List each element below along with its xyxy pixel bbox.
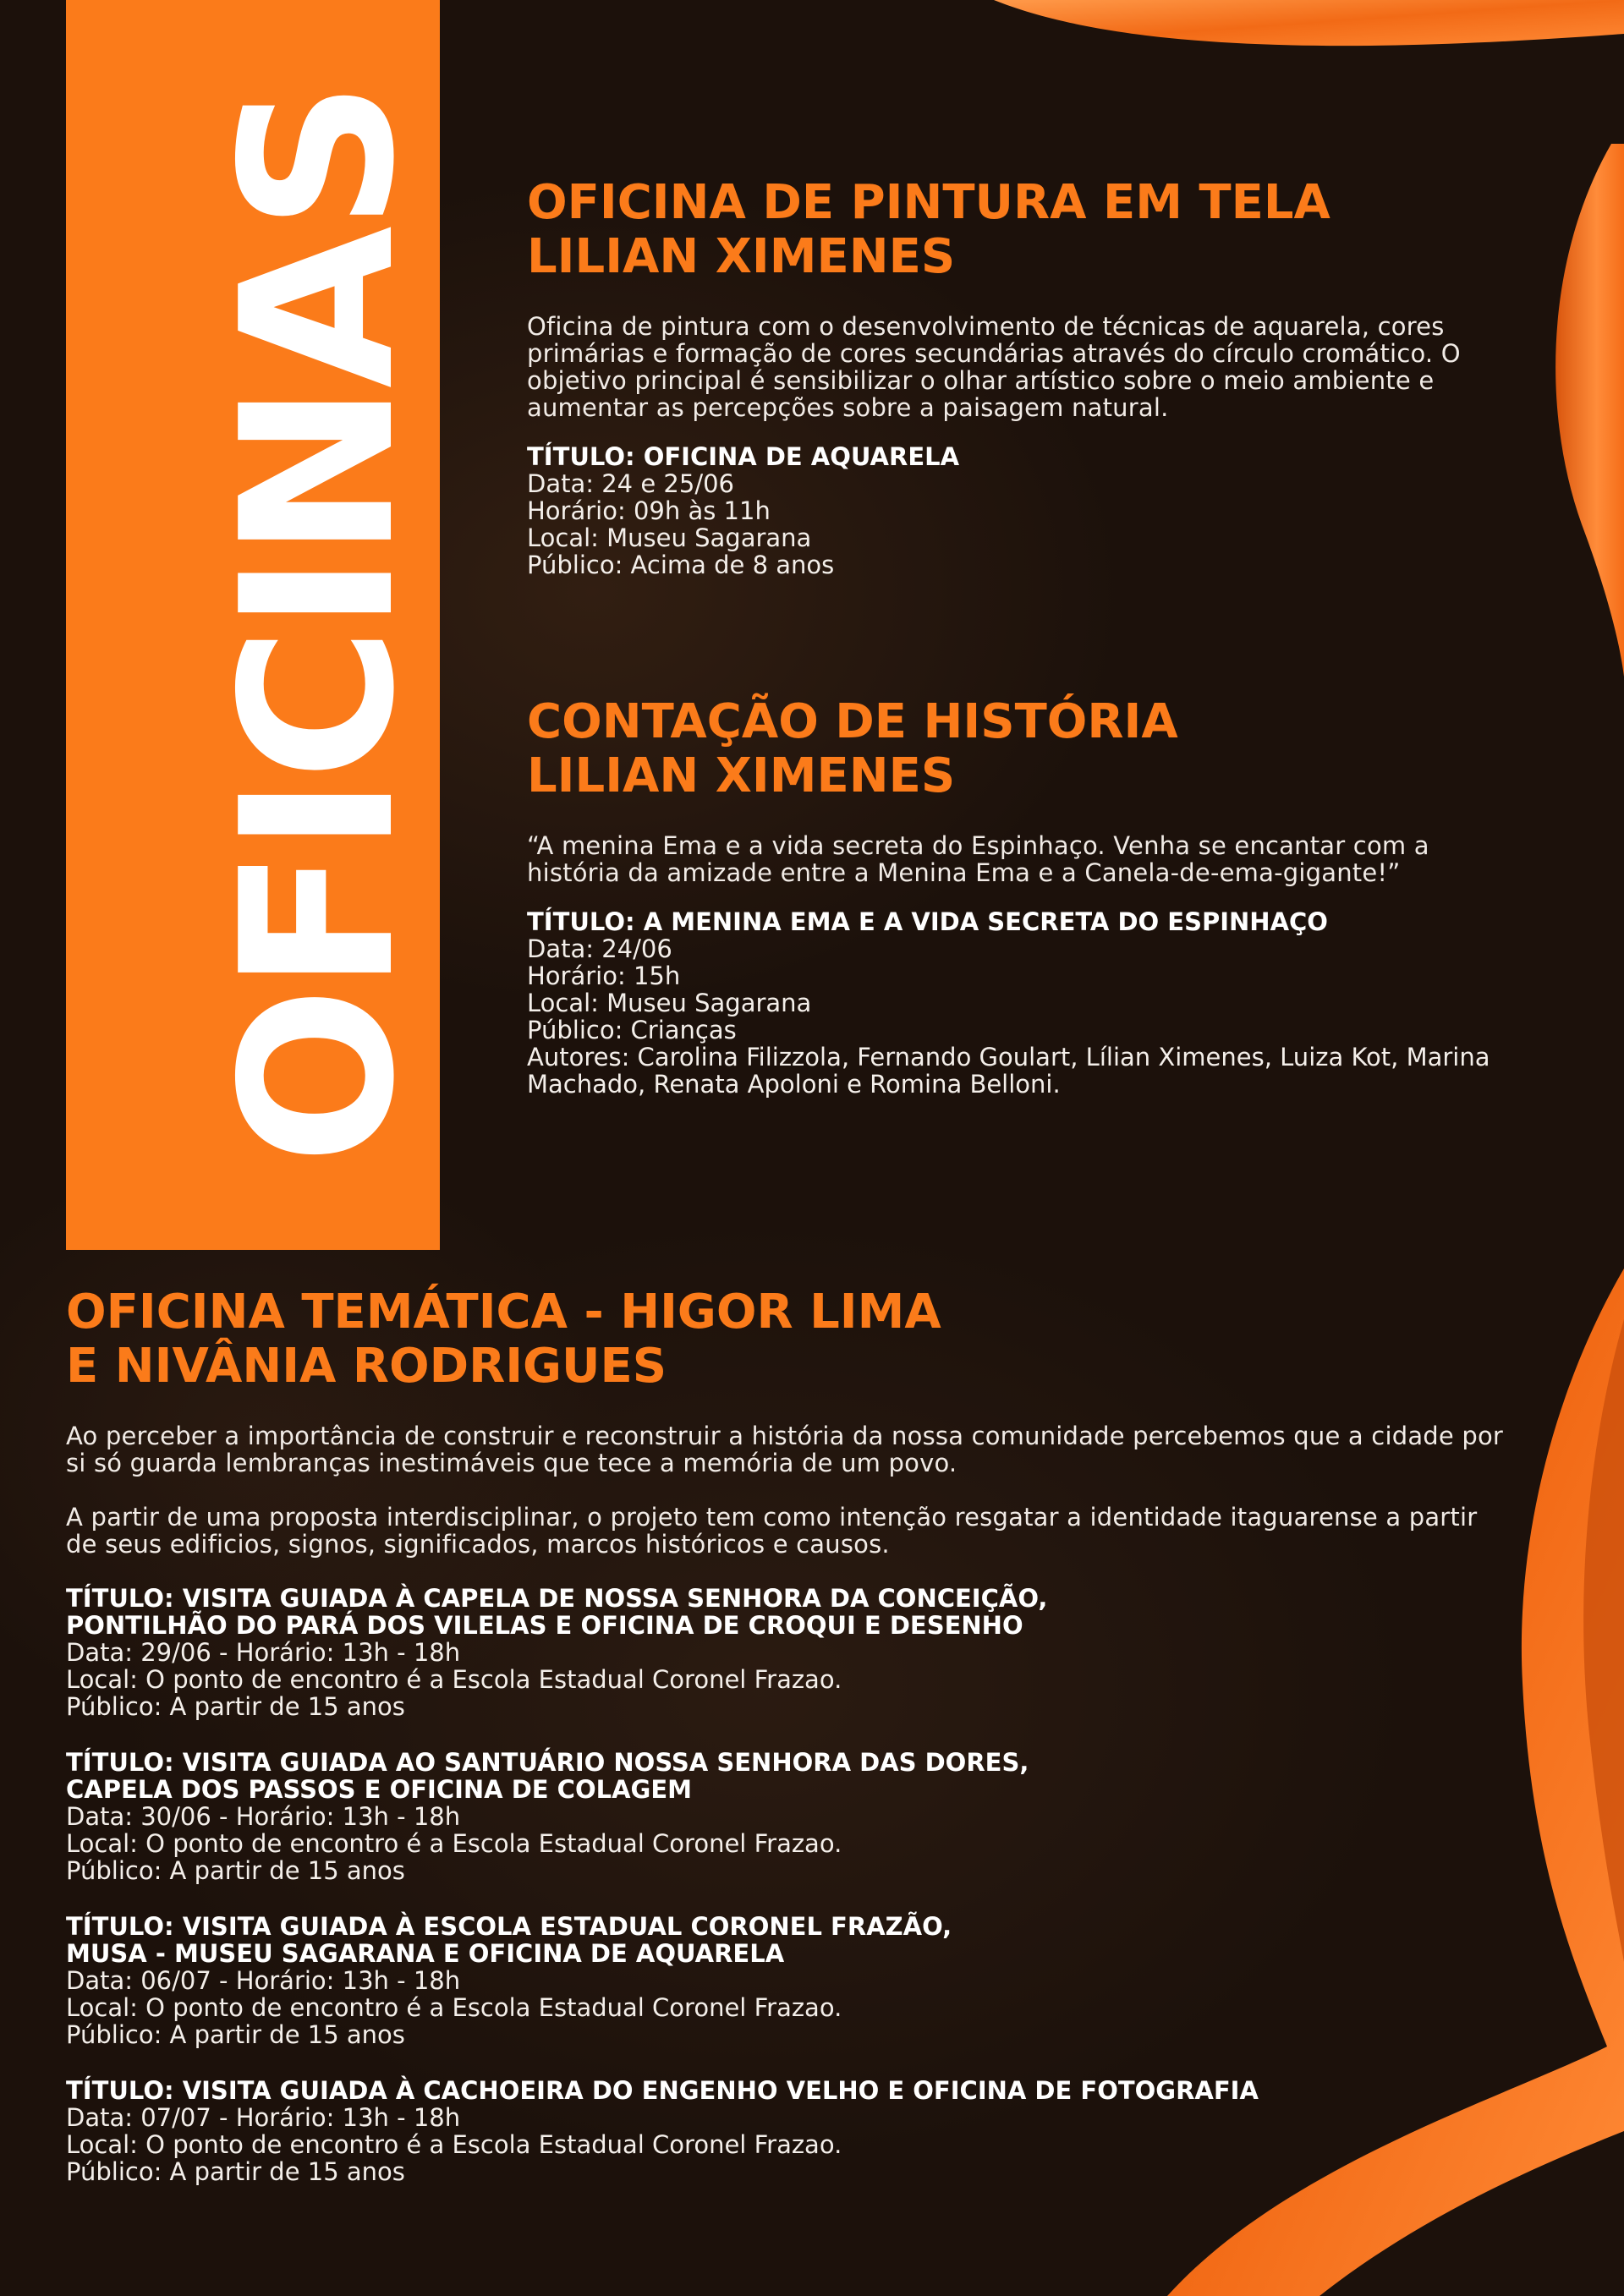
workshop-date: Data: 24 e 25/06 bbox=[527, 469, 734, 498]
visit-audience: Público: A partir de 15 anos bbox=[66, 2020, 405, 2049]
visit-title: TÍTULO: VISITA GUIADA AO SANTUÁRIO NOSSA SENHORA DAS DORES, bbox=[66, 1748, 1029, 1777]
workshop-title: TÍTULO: A MENINA EMA E A VIDA SECRETA DO ESPINHAÇO bbox=[527, 907, 1328, 936]
ribbon-top bbox=[994, 0, 1624, 46]
visit-audience: Público: A partir de 15 anos bbox=[66, 1692, 405, 1721]
visit-item bbox=[66, 1913, 1504, 2048]
workshop-audience: Público: Crianças bbox=[527, 1016, 737, 1044]
section-paragraph: A partir de uma proposta interdisciplinar, o projeto tem como intenção resgatar a identidade itaguarense a partir de seus edificios, signos, significados, marcos históricos e causos. bbox=[66, 1503, 1478, 1559]
visit-audience: Público: A partir de 15 anos bbox=[66, 1856, 405, 1885]
workshop-audience: Público: Acima de 8 anos bbox=[527, 551, 835, 579]
workshop-title: TÍTULO: OFICINA DE AQUARELA bbox=[527, 442, 960, 471]
section-tematica bbox=[66, 1285, 1504, 2185]
ribbon-right-upper bbox=[1555, 144, 1624, 677]
section-pintura bbox=[527, 176, 1542, 578]
workshop-info bbox=[527, 908, 1517, 1098]
workshop-authors: Autores: Carolina Filizzola, Fernando Goulart, Lílian Ximenes, Luiza Kot, Marina Machado, Renata Apoloni e Romina Belloni. bbox=[527, 1043, 1490, 1099]
visit-item bbox=[66, 1749, 1504, 1884]
workshop-info bbox=[527, 443, 1542, 578]
visit-date: Data: 06/07 - Horário: 13h - 18h bbox=[66, 1966, 461, 1995]
heading-line: LILIAN XIMENES bbox=[527, 748, 956, 803]
section-contacao bbox=[527, 695, 1517, 1098]
banner-title: OFICINAS bbox=[197, 85, 441, 1165]
visit-date: Data: 07/07 - Horário: 13h - 18h bbox=[66, 2103, 461, 2132]
visit-list bbox=[66, 1585, 1504, 2185]
workshop-place: Local: Museu Sagarana bbox=[527, 523, 812, 552]
visit-audience: Público: A partir de 15 anos bbox=[66, 2157, 405, 2186]
visit-title: PONTILHÃO DO PARÁ DOS VILELAS E OFICINA DE CROQUI E DESENHO bbox=[66, 1611, 1023, 1640]
oficinas-banner bbox=[66, 0, 440, 1250]
section-description: Oficina de pintura com o desenvolvimento de técnicas de aquarela, cores primárias e formação de cores secundárias através do círculo cromático. O objetivo principal é sensibilizar o olhar artístico sobre o meio ambiente e aumentar as percepções sobre a paisagem natural. bbox=[527, 312, 1461, 422]
visit-item bbox=[66, 2077, 1504, 2185]
visit-place: Local: O ponto de encontro é a Escola Estadual Coronel Frazao. bbox=[66, 1665, 842, 1694]
heading-line: E NIVÂNIA RODRIGUES bbox=[66, 1339, 667, 1394]
workshop-time: Horário: 15h bbox=[527, 962, 681, 990]
visit-title: TÍTULO: VISITA GUIADA À CACHOEIRA DO ENGENHO VELHO E OFICINA DE FOTOGRAFIA bbox=[66, 2076, 1259, 2105]
workshop-date: Data: 24/06 bbox=[527, 934, 672, 963]
heading-line: LILIAN XIMENES bbox=[527, 229, 956, 284]
section-heading bbox=[66, 1285, 1504, 1394]
visit-place: Local: O ponto de encontro é a Escola Estadual Coronel Frazao. bbox=[66, 2130, 842, 2159]
visit-item bbox=[66, 1585, 1504, 1720]
section-heading bbox=[527, 176, 1542, 284]
visit-title: TÍTULO: VISITA GUIADA À CAPELA DE NOSSA SENHORA DA CONCEIÇÃO, bbox=[66, 1584, 1048, 1613]
workshop-time: Horário: 09h às 11h bbox=[527, 496, 771, 525]
section-heading bbox=[527, 695, 1517, 803]
visit-place: Local: O ponto de encontro é a Escola Estadual Coronel Frazao. bbox=[66, 1829, 842, 1858]
heading-line: CONTAÇÃO DE HISTÓRIA bbox=[527, 694, 1178, 749]
heading-line: OFICINA DE PINTURA EM TELA bbox=[527, 175, 1330, 230]
visit-title: CAPELA DOS PASSOS E OFICINA DE COLAGEM bbox=[66, 1775, 693, 1804]
section-description: “A menina Ema e a vida secreta do Espinhaço. Venha se encantar com a história da amizade entre a Menina Ema e a Canela-de-ema-gigante!” bbox=[527, 831, 1429, 887]
section-paragraph: Ao perceber a importância de construir e reconstruir a história da nossa comunidade percebemos que a cidade por si só guarda lembranças inestimáveis que tece a memória de um povo. bbox=[66, 1422, 1504, 1477]
workshop-place: Local: Museu Sagarana bbox=[527, 989, 812, 1017]
visit-title: MUSA - MUSEU SAGARANA E OFICINA DE AQUARELA bbox=[66, 1939, 785, 1968]
visit-date: Data: 30/06 - Horário: 13h - 18h bbox=[66, 1802, 461, 1831]
visit-place: Local: O ponto de encontro é a Escola Estadual Coronel Frazao. bbox=[66, 1993, 842, 2022]
heading-line: OFICINA TEMÁTICA - HIGOR LIMA bbox=[66, 1285, 941, 1340]
visit-date: Data: 29/06 - Horário: 13h - 18h bbox=[66, 1638, 461, 1667]
visit-title: TÍTULO: VISITA GUIADA À ESCOLA ESTADUAL CORONEL FRAZÃO, bbox=[66, 1912, 952, 1941]
